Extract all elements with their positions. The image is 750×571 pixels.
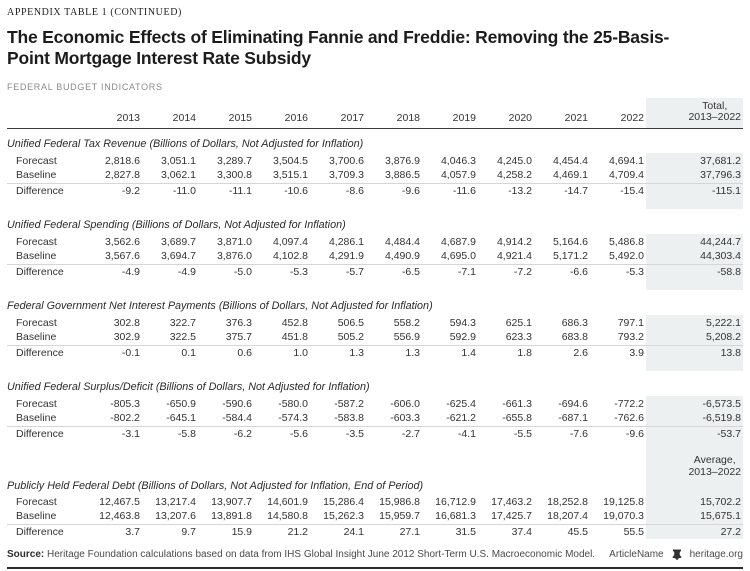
value-cell: 3,709.3 [328, 169, 364, 182]
section-title-row [7, 371, 743, 396]
year-column-header: 2013 [86, 98, 142, 128]
section-title-row [7, 209, 743, 234]
spacer-cell [7, 360, 646, 371]
row-label: Forecast [16, 495, 57, 508]
value-cell: 12,467.5 [99, 495, 140, 508]
total-value-cell: 44,244.7 [646, 234, 743, 249]
value-cell: 4,097.4 [272, 235, 308, 248]
value-cell: 797.1 [617, 316, 644, 329]
total-value-cell: -6,519.8 [646, 411, 743, 426]
value-cell: 4,291.9 [328, 250, 364, 263]
year-column-header: 2019 [422, 98, 478, 128]
value-cell: 322.5 [169, 331, 196, 344]
average-column-header [646, 452, 743, 479]
value-cell: -606.0 [390, 397, 420, 410]
table-row [7, 330, 743, 345]
value-cell: 19,070.3 [603, 510, 644, 523]
value-cell: 18,252.8 [547, 495, 588, 508]
value-cell: 5,486.8 [608, 235, 644, 248]
site-url: heritage.org [689, 548, 743, 560]
value-cell: 505.2 [337, 331, 364, 344]
value-cell: 376.3 [225, 316, 252, 329]
value-cell: -5.6 [254, 426, 310, 441]
total-header [688, 101, 741, 124]
row-label: Forecast [16, 154, 57, 167]
year-column-header: 2018 [366, 98, 422, 128]
value-cell: 1.4 [422, 345, 478, 360]
value-cell: -6.5 [366, 264, 422, 279]
value-cell: -5.5 [478, 426, 534, 441]
value-cell: 594.3 [449, 316, 476, 329]
table-row [7, 494, 743, 509]
value-cell: 4,687.9 [440, 235, 476, 248]
spacer-cell [7, 441, 646, 452]
value-cell: 31.5 [422, 524, 478, 539]
value-cell: -590.6 [222, 397, 252, 410]
year-column-header: 2014 [142, 98, 198, 128]
value-cell: 683.8 [561, 331, 588, 344]
total-header-line1: Total, [702, 99, 728, 112]
value-cell: -625.4 [446, 397, 476, 410]
section-title: Publicly Held Federal Debt (Billions of Dollars, Not Adjusted for Inflation, End of Period) [7, 480, 424, 492]
value-cell: -574.3 [278, 412, 308, 425]
source-text: Heritage Foundation calculations based on data from IHS Global Insight June 2012 Short-Term U.S. Macroeconomic Model. [47, 548, 596, 560]
value-cell: 4,454.4 [552, 154, 588, 167]
value-cell: -3.1 [86, 426, 142, 441]
section-title-row [7, 128, 743, 153]
value-cell: 27.1 [366, 524, 422, 539]
section-title-total-cell [646, 209, 743, 234]
average-header-line1: Average, [693, 454, 736, 466]
value-cell: 793.2 [617, 331, 644, 344]
year-column-header: 2022 [590, 98, 646, 128]
value-cell: 3,062.1 [160, 169, 196, 182]
value-cell: 3,300.8 [216, 169, 252, 182]
value-cell: -5.8 [142, 426, 198, 441]
section-gap-row [7, 360, 743, 371]
row-label: Baseline [16, 250, 57, 263]
total-value-cell: 5,208.2 [646, 330, 743, 345]
value-cell: 625.1 [505, 316, 532, 329]
value-cell: 4,695.0 [440, 250, 476, 263]
table-header [7, 98, 743, 128]
value-cell: -0.1 [86, 345, 142, 360]
value-cell: -3.5 [310, 426, 366, 441]
value-cell: 13,907.7 [211, 495, 252, 508]
value-cell: -11.6 [422, 183, 478, 198]
table-body [7, 128, 743, 539]
value-cell: -4.9 [86, 264, 142, 279]
value-cell: 0.6 [198, 345, 254, 360]
value-cell: -13.2 [478, 183, 534, 198]
value-cell: 3,886.5 [384, 169, 420, 182]
section-title-total-cell [646, 128, 743, 153]
section-title: Unified Federal Tax Revenue (Billions of Dollars, Not Adjusted for Inflation) [7, 138, 364, 150]
year-column-header: 2021 [534, 98, 590, 128]
value-cell: -655.8 [502, 412, 532, 425]
value-cell: 4,484.4 [384, 235, 420, 248]
value-cell: 0.1 [142, 345, 198, 360]
value-cell: 14,601.9 [267, 495, 308, 508]
value-cell: 3,051.1 [160, 154, 196, 167]
spacer-total-cell [646, 441, 743, 452]
section-gap-row [7, 279, 743, 290]
value-cell: 5,164.6 [552, 235, 588, 248]
year-column-header: 2015 [198, 98, 254, 128]
value-cell: 1.8 [478, 345, 534, 360]
section-title: Unified Federal Spending (Billions of Dollars, Not Adjusted for Inflation) [7, 219, 346, 231]
section-gap-row [7, 198, 743, 209]
value-cell: -7.6 [534, 426, 590, 441]
value-cell: 14,580.8 [267, 510, 308, 523]
value-cell: 3,871.0 [216, 235, 252, 248]
section-title-total-cell [646, 371, 743, 396]
value-cell: 1.3 [366, 345, 422, 360]
spacer-total-cell [646, 360, 743, 371]
value-cell: 3,562.6 [104, 235, 140, 248]
total-value-cell: 5,222.1 [646, 315, 743, 330]
row-label: Baseline [16, 510, 57, 523]
value-cell: -687.1 [558, 412, 588, 425]
total-value-cell: -53.7 [646, 426, 743, 441]
table-row [7, 345, 743, 360]
value-cell: 4,286.1 [328, 235, 364, 248]
value-cell: 1.3 [310, 345, 366, 360]
table-row [7, 426, 743, 441]
value-cell: -584.4 [222, 412, 252, 425]
value-cell: 2.6 [534, 345, 590, 360]
table-row [7, 249, 743, 264]
value-cell: 3.9 [590, 345, 646, 360]
value-cell: -621.2 [446, 412, 476, 425]
bottom-rule [7, 567, 743, 569]
row-label: Baseline [16, 331, 57, 344]
value-cell: 686.3 [561, 316, 588, 329]
value-cell: 3.7 [86, 524, 142, 539]
value-cell: -587.2 [334, 397, 364, 410]
row-label: Difference [7, 426, 86, 441]
year-column-header: 2020 [478, 98, 534, 128]
value-cell: 15,286.4 [323, 495, 364, 508]
row-label: Baseline [16, 412, 57, 425]
total-value-cell: 44,303.4 [646, 249, 743, 264]
budget-indicators-table [7, 98, 743, 539]
value-cell: 4,490.9 [384, 250, 420, 263]
article-name: ArticleName [609, 548, 664, 560]
spacer-total-cell [646, 279, 743, 290]
table-row [7, 524, 743, 539]
row-label: Baseline [16, 169, 57, 182]
table-row [7, 168, 743, 183]
value-cell: 3,504.5 [272, 154, 308, 167]
value-cell: 13,217.4 [155, 495, 196, 508]
value-cell: 37.4 [478, 524, 534, 539]
section-gap-row [7, 441, 743, 452]
value-cell: 3,700.6 [328, 154, 364, 167]
value-cell: 302.9 [113, 331, 140, 344]
value-cell: 16,712.9 [435, 495, 476, 508]
value-cell: 3,289.7 [216, 154, 252, 167]
total-value-cell: 37,796.3 [646, 168, 743, 183]
section-title-total-cell [646, 479, 743, 494]
table-row [7, 411, 743, 426]
row-label: Difference [7, 345, 86, 360]
total-value-cell: 15,675.1 [646, 509, 743, 524]
section-title-row [7, 290, 743, 315]
value-cell: 322.7 [169, 316, 196, 329]
value-cell: -5.3 [254, 264, 310, 279]
value-cell: 452.8 [281, 316, 308, 329]
value-cell: 4,709.4 [608, 169, 644, 182]
value-cell: 15,262.3 [323, 510, 364, 523]
section-title: Federal Government Net Interest Payments (Billions of Dollars, Not Adjusted for Inflation) [7, 300, 433, 312]
value-cell: 15.9 [198, 524, 254, 539]
year-column-header: 2017 [310, 98, 366, 128]
total-column-header [646, 98, 743, 128]
value-cell: -11.1 [198, 183, 254, 198]
value-cell: -694.6 [558, 397, 588, 410]
value-cell: 4,921.4 [496, 250, 532, 263]
value-cell: -772.2 [614, 397, 644, 410]
spacer-cell [7, 279, 646, 290]
total-value-cell: 37,681.2 [646, 153, 743, 168]
row-label: Difference [7, 183, 86, 198]
value-cell: -15.4 [590, 183, 646, 198]
value-cell: -650.9 [166, 397, 196, 410]
spacer-cell [7, 198, 646, 209]
value-cell: 4,057.9 [440, 169, 476, 182]
value-cell: -805.3 [110, 397, 140, 410]
value-cell: 15,959.7 [379, 510, 420, 523]
value-cell: -762.6 [614, 412, 644, 425]
value-cell: 17,463.2 [491, 495, 532, 508]
value-cell: -5.3 [590, 264, 646, 279]
value-cell: 13,207.6 [155, 510, 196, 523]
total-value-cell: -115.1 [646, 183, 743, 198]
value-cell: -7.2 [478, 264, 534, 279]
value-cell: 558.2 [393, 316, 420, 329]
value-cell: 17,425.7 [491, 510, 532, 523]
value-cell: 1.0 [254, 345, 310, 360]
value-cell: 3,515.1 [272, 169, 308, 182]
value-cell: 4,245.0 [496, 154, 532, 167]
value-cell: -661.3 [502, 397, 532, 410]
value-cell: -10.6 [254, 183, 310, 198]
value-cell: 19,125.8 [603, 495, 644, 508]
source-label: Source: [7, 548, 45, 560]
table-row [7, 509, 743, 524]
value-cell: 4,258.2 [496, 169, 532, 182]
row-label: Forecast [16, 235, 57, 248]
value-cell: -11.0 [142, 183, 198, 198]
table-row [7, 153, 743, 168]
value-cell: 5,171.2 [552, 250, 588, 263]
value-cell: 13,891.8 [211, 510, 252, 523]
value-cell: 3,689.7 [160, 235, 196, 248]
total-value-cell: 13.8 [646, 345, 743, 360]
value-cell: 5,492.0 [608, 250, 644, 263]
value-cell: 4,046.3 [440, 154, 476, 167]
value-cell: -4.1 [422, 426, 478, 441]
value-cell: 2,818.6 [104, 154, 140, 167]
table-row [7, 396, 743, 411]
total-value-cell: 27.2 [646, 524, 743, 539]
row-label: Difference [7, 264, 86, 279]
total-value-cell: -6,573.5 [646, 396, 743, 411]
value-cell: -9.2 [86, 183, 142, 198]
value-cell: 4,102.8 [272, 250, 308, 263]
value-cell: 18,207.4 [547, 510, 588, 523]
value-cell: -5.7 [310, 264, 366, 279]
table-row [7, 183, 743, 198]
section-title-row [7, 479, 743, 494]
value-cell: -8.6 [310, 183, 366, 198]
average-header-row [7, 452, 743, 479]
spacer-total-cell [646, 198, 743, 209]
value-cell: 3,876.0 [216, 250, 252, 263]
value-cell: 2,827.8 [104, 169, 140, 182]
value-cell: 9.7 [142, 524, 198, 539]
value-cell: 45.5 [534, 524, 590, 539]
section-title: Unified Federal Surplus/Deficit (Billions of Dollars, Not Adjusted for Inflation) [7, 381, 370, 393]
value-cell: 3,876.9 [384, 154, 420, 167]
table-row [7, 315, 743, 330]
value-cell: 12,463.8 [99, 510, 140, 523]
value-cell: -6.6 [534, 264, 590, 279]
value-cell: -603.3 [390, 412, 420, 425]
spacer-cell [7, 452, 646, 479]
value-cell: 21.2 [254, 524, 310, 539]
value-cell: -6.2 [198, 426, 254, 441]
value-cell: 55.5 [590, 524, 646, 539]
value-cell: -14.7 [534, 183, 590, 198]
value-cell: 592.9 [449, 331, 476, 344]
value-cell: -583.8 [334, 412, 364, 425]
heritage-bell-logo-icon [671, 548, 683, 560]
value-cell: -9.6 [366, 183, 422, 198]
average-header [688, 455, 741, 478]
table-kicker: APPENDIX TABLE 1 (CONTINUED) [7, 7, 182, 18]
total-value-cell: 15,702.2 [646, 494, 743, 509]
corner-cell [7, 98, 86, 128]
value-cell: -580.0 [278, 397, 308, 410]
document-title: The Economic Effects of Eliminating Fannie and Freddie: Removing the 25-Basis-Point Mortgage Interest Rate Subsidy [7, 27, 670, 68]
value-cell: 506.5 [337, 316, 364, 329]
value-cell: 15,986.8 [379, 495, 420, 508]
total-value-cell: -58.8 [646, 264, 743, 279]
value-cell: 3,567.6 [104, 250, 140, 263]
value-cell: 4,469.1 [552, 169, 588, 182]
value-cell: 451.8 [281, 331, 308, 344]
section-label: FEDERAL BUDGET INDICATORS [7, 82, 163, 92]
footer-right [609, 548, 743, 560]
header-row [7, 98, 743, 128]
value-cell: 623.3 [505, 331, 532, 344]
row-label: Forecast [16, 397, 57, 410]
value-cell: -9.6 [590, 426, 646, 441]
value-cell: 4,694.1 [608, 154, 644, 167]
footer [7, 548, 743, 560]
value-cell: 302.8 [113, 316, 140, 329]
table-row [7, 234, 743, 249]
value-cell: 24.1 [310, 524, 366, 539]
value-cell: -802.2 [110, 412, 140, 425]
value-cell: -645.1 [166, 412, 196, 425]
value-cell: 3,694.7 [160, 250, 196, 263]
value-cell: -5.0 [198, 264, 254, 279]
total-header-line2: 2013–2022 [688, 111, 741, 123]
value-cell: 16,681.3 [435, 510, 476, 523]
table-row [7, 264, 743, 279]
section-title-total-cell [646, 290, 743, 315]
value-cell: -2.7 [366, 426, 422, 441]
value-cell: 4,914.2 [496, 235, 532, 248]
source-note [7, 549, 595, 560]
value-cell: 556.9 [393, 331, 420, 344]
value-cell: -7.1 [422, 264, 478, 279]
year-column-header: 2016 [254, 98, 310, 128]
value-cell: -4.9 [142, 264, 198, 279]
row-label: Forecast [16, 316, 57, 329]
row-label: Difference [7, 524, 86, 539]
value-cell: 375.7 [225, 331, 252, 344]
average-header-line2: 2013–2022 [688, 465, 741, 478]
